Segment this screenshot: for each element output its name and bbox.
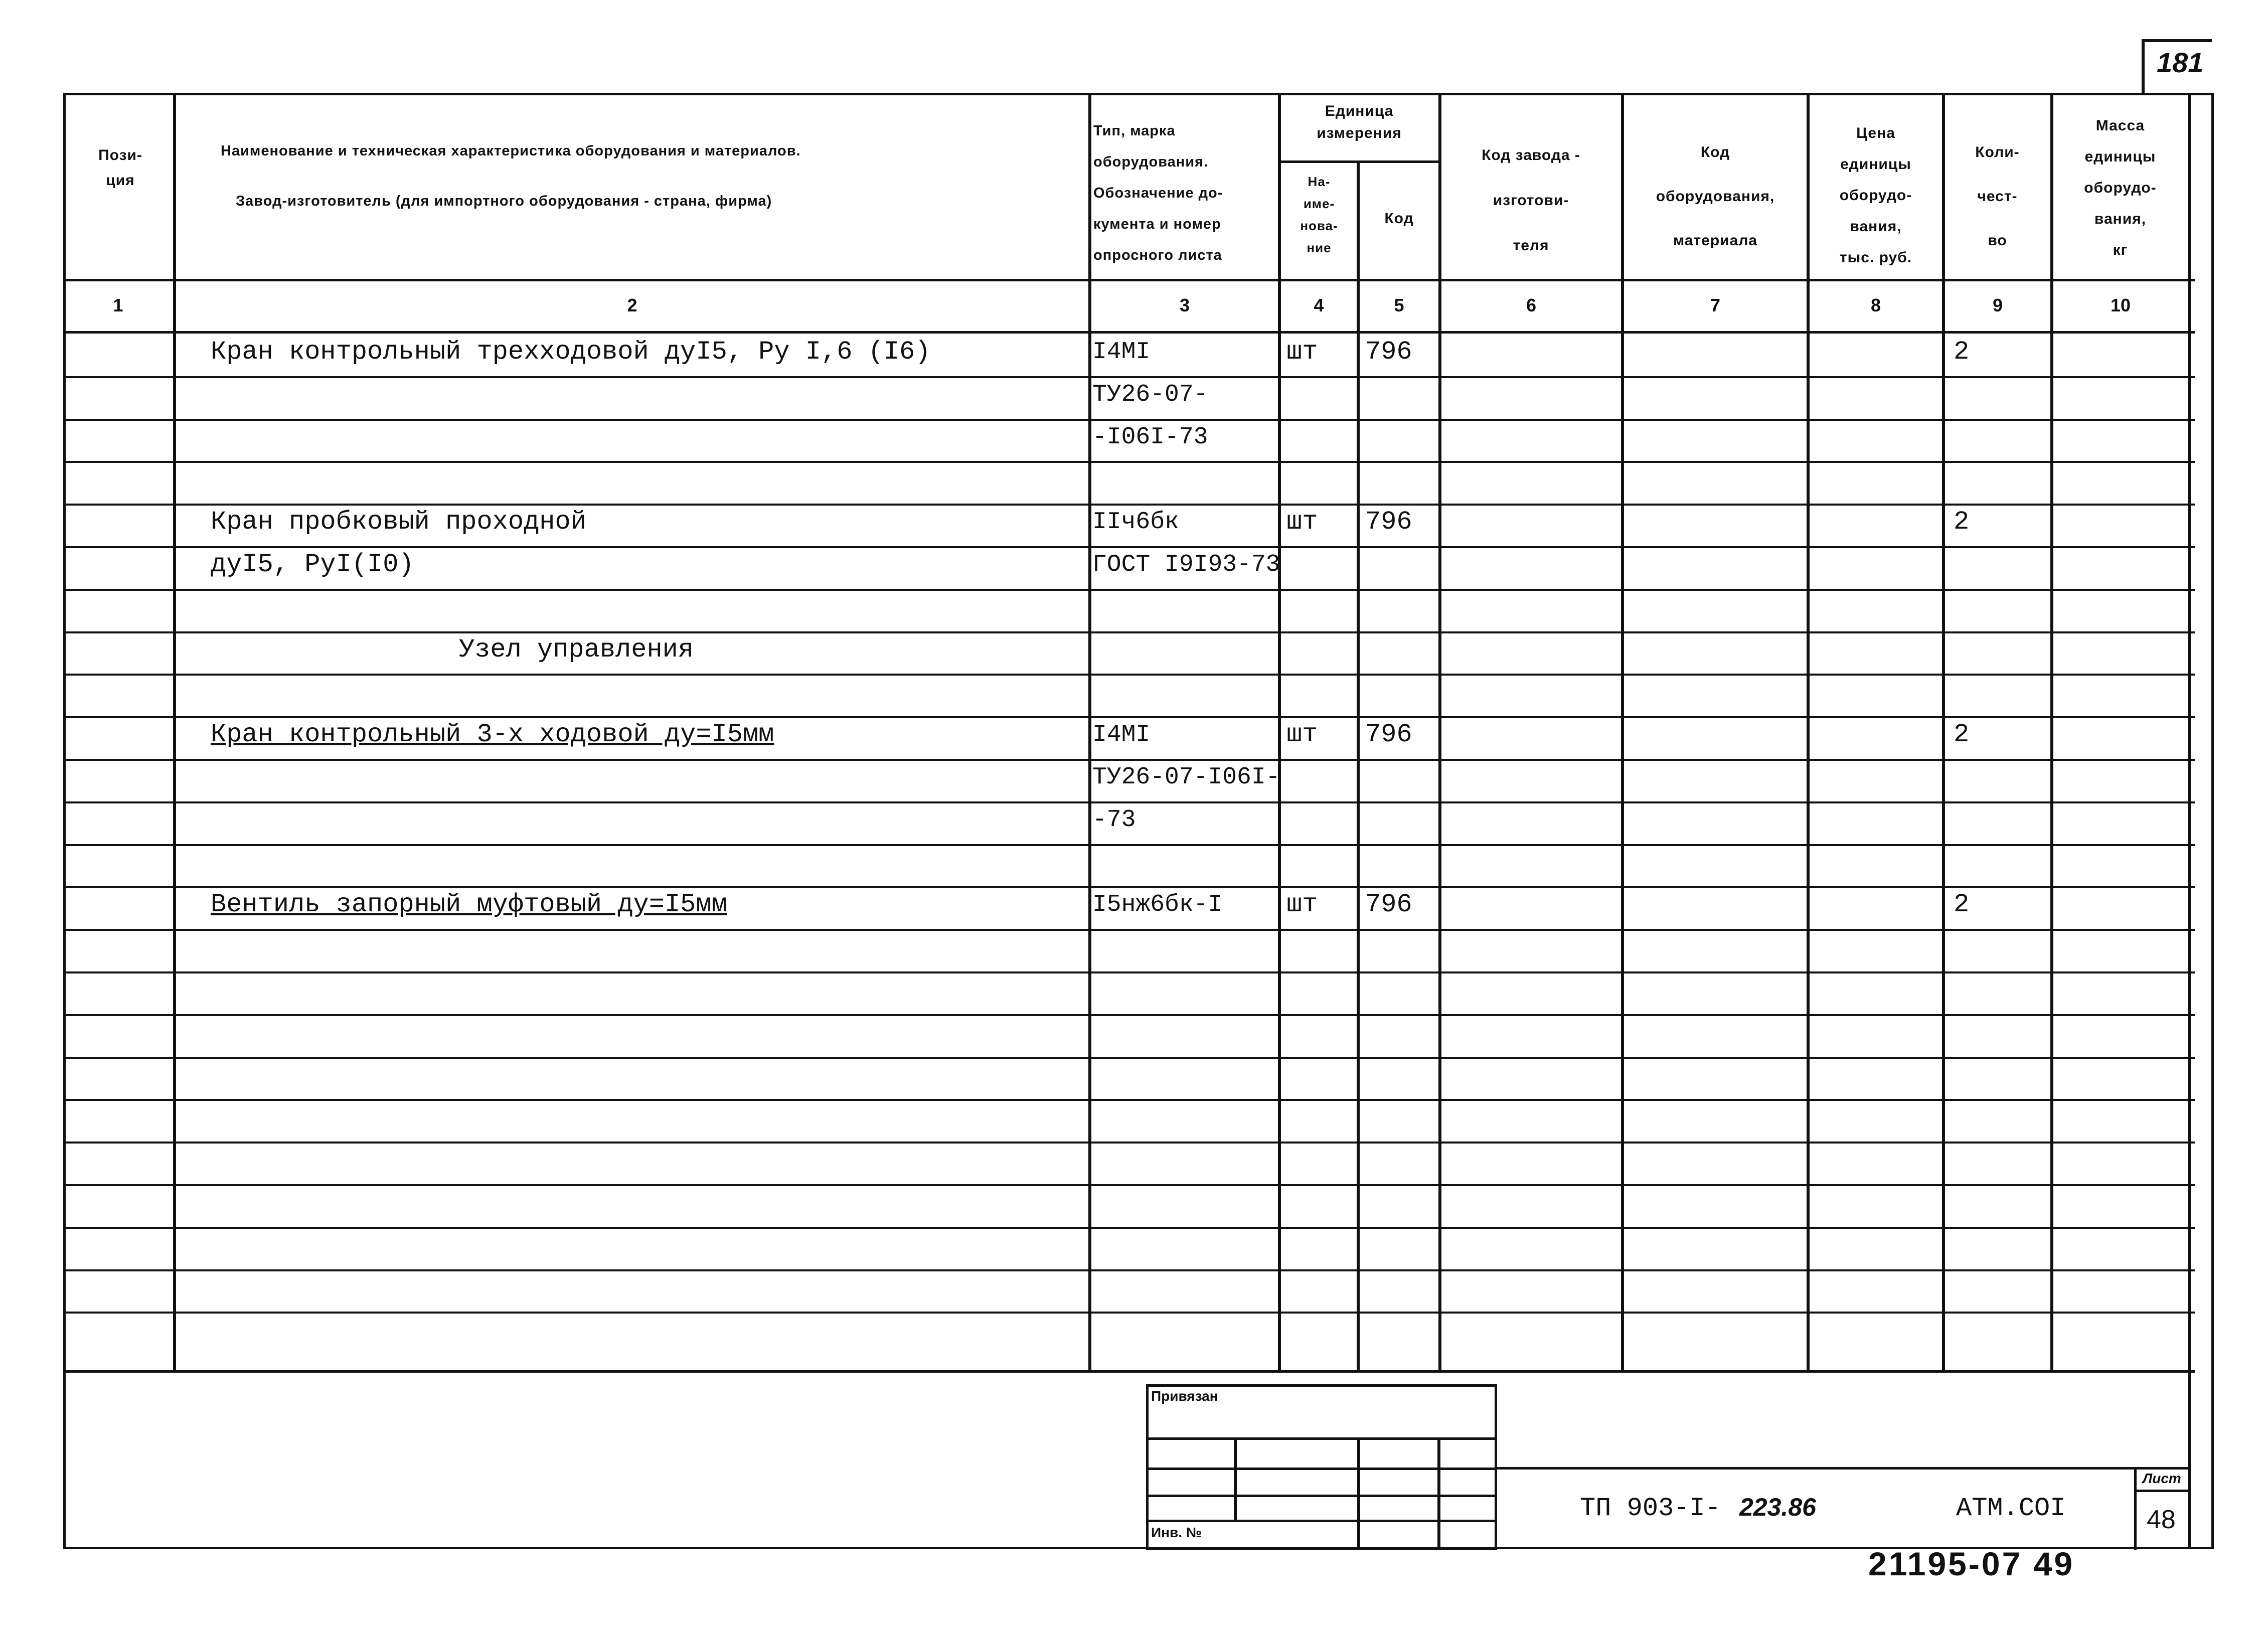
header-unit-name: На- име- нова- ние <box>1300 174 1338 255</box>
corner-number: 181 <box>2157 47 2204 78</box>
col-line-8 <box>1942 93 1945 1373</box>
header-unit-title: Единица измерения <box>1317 103 1402 141</box>
colnum-10: 10 <box>2110 295 2131 315</box>
row-line <box>63 1227 2195 1229</box>
col-line-9 <box>2050 93 2053 1373</box>
colnum-7: 7 <box>1710 295 1721 315</box>
col-line-2 <box>1088 93 1091 1373</box>
bottom-number: 21195-07 49 <box>1868 1545 2075 1582</box>
attached-line-4 <box>1146 1520 1497 1522</box>
col-line-4 <box>1357 160 1360 1373</box>
item-type: I4МI <box>1092 339 1151 366</box>
row-line <box>63 759 2195 761</box>
item-unit: шт <box>1286 720 1318 749</box>
item-type: -73 <box>1092 806 1136 834</box>
row-line <box>63 1184 2195 1186</box>
row-line <box>63 1269 2195 1271</box>
row-line <box>63 674 2195 676</box>
item-name: дуI5, РуI(I0) <box>211 550 414 579</box>
colnum-6: 6 <box>1526 295 1537 315</box>
attached-vline-2 <box>1357 1437 1360 1550</box>
row-line <box>63 1057 2195 1059</box>
stamp-top-line <box>1497 1467 2189 1470</box>
colnum-1: 1 <box>113 295 123 315</box>
row-line <box>63 929 2195 931</box>
row-line <box>63 1099 2195 1101</box>
header-type: Тип, марка оборудования. Обозначение до- кумента и номер опросного листа <box>1093 123 1223 263</box>
sheet-number: 48 <box>2147 1505 2176 1534</box>
colnum-bottom-line <box>63 331 2195 334</box>
attached-label: Привязан <box>1151 1388 1218 1404</box>
doc-code: АТМ.СОI <box>1956 1494 2066 1523</box>
attached-vline-3 <box>1437 1437 1440 1550</box>
attached-line-1 <box>1146 1437 1497 1440</box>
colnum-4: 4 <box>1314 295 1324 315</box>
right-border <box>2188 93 2191 1549</box>
colnum-2: 2 <box>627 295 637 315</box>
attached-line-3 <box>1146 1495 1497 1497</box>
item-code: 796 <box>1365 507 1412 537</box>
table-end-line <box>63 1370 2195 1373</box>
row-line <box>63 504 2195 506</box>
item-unit: шт <box>1286 337 1318 367</box>
header-quantity: Коли- чест- во <box>1975 144 2020 249</box>
row-line <box>63 589 2195 591</box>
item-name: Кран контрольный 3-х ходовой ду=I5мм <box>211 720 774 749</box>
inv-label: Инв. № <box>1151 1525 1202 1540</box>
item-type: IIч6бк <box>1092 509 1179 536</box>
item-name: Вентиль запорный муфтовый ду=I5мм <box>211 890 727 919</box>
item-code: 796 <box>1365 720 1412 749</box>
item-name: Кран пробковый проходной <box>211 507 586 537</box>
header-position: Пози- ция <box>98 147 142 189</box>
col-line-3 <box>1278 93 1281 1373</box>
attached-line-2 <box>1146 1468 1497 1470</box>
row-line <box>63 1142 2195 1144</box>
item-qty: 2 <box>1954 507 1970 537</box>
row-line <box>63 716 2195 718</box>
header-unit-code: Код <box>1384 210 1414 227</box>
item-qty: 2 <box>1954 890 1970 919</box>
sheet-box-line <box>2134 1490 2189 1492</box>
header-factory-code: Код завода - изготови- теля <box>1482 147 1580 254</box>
header-equipment-code: Код оборудования, материала <box>1656 144 1775 249</box>
sheet-label: Лист <box>2143 1471 2181 1486</box>
row-line <box>63 971 2195 973</box>
header-mass: Масса единицы оборудо- вания, кг <box>2084 117 2157 258</box>
header-name-line2: Завод-изготовитель (для импортного оборудования - страна, фирма) <box>236 193 772 209</box>
section-title: Узел управления <box>459 635 694 665</box>
row-line <box>63 461 2195 463</box>
row-line <box>63 1312 2195 1314</box>
row-line <box>63 631 2195 633</box>
colnum-9: 9 <box>1992 295 2003 315</box>
row-line <box>63 886 2195 888</box>
col-line-5 <box>1438 93 1441 1373</box>
row-line <box>63 801 2195 803</box>
item-name: Кран контрольный трехходовой дуI5, Ру I,6 (I6) <box>211 337 931 367</box>
header-price: Цена единицы оборудо- вания, тыс. руб. <box>1839 125 1912 266</box>
item-code: 796 <box>1365 337 1412 367</box>
header-name-line1: Наименование и техническая характеристика оборудования и материалов. <box>221 143 801 159</box>
item-qty: 2 <box>1954 720 1970 749</box>
item-type: I4МI <box>1092 721 1151 748</box>
item-code: 796 <box>1365 890 1412 919</box>
colnum-8: 8 <box>1870 295 1881 315</box>
item-qty: 2 <box>1954 337 1970 367</box>
attached-vline-1 <box>1234 1437 1237 1520</box>
col-line-1 <box>173 93 176 1373</box>
doc-prefix: ТП 903-I- <box>1580 1494 1721 1523</box>
col-line-6 <box>1621 93 1624 1373</box>
item-unit: шт <box>1286 507 1318 537</box>
row-line <box>63 546 2195 548</box>
item-type: -I06I-73 <box>1092 424 1208 451</box>
item-type: ТУ26-07- <box>1092 381 1208 408</box>
row-line <box>63 419 2195 421</box>
doc-hand-number: 223.86 <box>1739 1493 1816 1521</box>
item-type: ТУ26-07-I06I- <box>1092 764 1280 791</box>
row-line <box>63 1014 2195 1016</box>
colnum-3: 3 <box>1179 295 1190 315</box>
item-type: ГОСТ I9I93-73 <box>1092 551 1280 578</box>
col-line-7 <box>1807 93 1810 1373</box>
colnum-5: 5 <box>1394 295 1404 315</box>
row-line <box>63 844 2195 846</box>
header-bottom-line <box>63 279 2195 281</box>
row-line <box>63 376 2195 378</box>
item-type: I5нж6бк-I <box>1092 891 1223 918</box>
item-unit: шт <box>1286 890 1318 919</box>
